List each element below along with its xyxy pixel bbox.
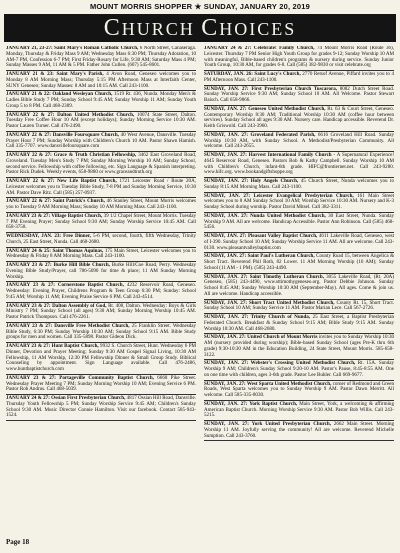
church-listing <box>204 335 394 358</box>
listing-heading: SUNDAY, JAN. 27: Harvest International Family Church <box>204 152 332 158</box>
listing-heading: JANUARY 21, 23-27: Saint Mary's Roman Catholic Church, <box>6 46 139 51</box>
church-listing <box>204 87 394 104</box>
listing-details: 4 Avon Road, Geneseo welcomes you to Monday 8 AM Morning Mass; Thursday 5:15 PM Afternoon Mass at Interfaith Center, SUNY Geneseo; Sunday Masses: 8 AM and 10:15 AM. Call 243-1100. <box>6 71 196 89</box>
listing-details: 6668 Pike Street. Wednesday Prayer Meeting 7 PM; Sunday Morning Worship 10 AM; Evening Service 6 PM. Pastor Rob Andrus. Call 468-5039. <box>6 374 196 393</box>
church-listing <box>6 249 196 261</box>
listing-divider <box>6 420 196 421</box>
listing-columns <box>6 46 394 533</box>
church-listing <box>6 214 196 231</box>
listing-details: 39 1/2 Chapel Street, Mount Morris. Tuesday 7 PM Evening Prayer; Sunday School 9:30 AM; Sunday Worship Service 10:45 AM. Call 658-3758. <box>6 212 196 231</box>
church-listing <box>6 72 196 89</box>
listing-heading: JANUARY 23 & 27: Cornerstone Baptist Church, <box>6 282 124 289</box>
listing-heading: SUNDAY, JAN. 27: Webster's Crossing United Methodist Church, <box>204 360 356 367</box>
church-listing <box>6 396 196 419</box>
listing-heading: SUNDAY, JAN. 27: Leicester Evangelical Presbyterian Church, <box>204 192 354 199</box>
right-column <box>204 46 394 533</box>
listing-heading: JANUARY 21 & 23: Saint Mary's Parish, <box>6 71 104 77</box>
listing-heading: JANUARY 24 & 25: Saint Thomas Aquinas, <box>6 247 104 254</box>
listing-heading: SUNDAY, JAN. 27: West Sparta United Methodist Church, <box>204 380 332 387</box>
church-listing <box>6 263 196 280</box>
listing-heading: JANUARY 21 & 22: Oakland Wesleyan Church, <box>6 91 113 98</box>
listing-heading: SUNDAY, JAN. 27: Saint Timothy Lutheran Church, <box>204 273 324 280</box>
church-listing <box>6 113 196 130</box>
page-number: Page 18 <box>6 538 30 546</box>
listing-details: County Road 15, between Angelica & Short Tract. Reverend Phil Roth, 82 Lower. 11 AM Morning Worship (10 AM); Sunday School (11 AM - 1 PM). (585) 243-4490. <box>204 253 394 271</box>
church-listing <box>204 301 394 313</box>
listing-details: 9932 S. Church Street, Hunt. Wednesday 6 PM Dinner, Devotion and Prayer Meeting; Sunday 9:30 AM Gospel Signal Living, 10:30 AM Fellowship, 11 AM Worship, 12:30 PM Fellowship Dinner & Small Group Study. Biblical Counseling by appointment. Sign Language available. Call 476-2486, www.huntbaptistchurch.com <box>6 343 196 372</box>
listing-heading: WEDNESDAY, JAN. 23: Free Dinner, <box>6 233 91 239</box>
church-listing <box>204 107 394 130</box>
listing-details: 161 Main Street welcomes you to 8 AM Sunday School 10 AM; Worship Service 10:30 AM. Nursery and K-3 Sunday School during worship. Pastor David Mitsel. Call 382-3311. <box>204 192 394 210</box>
listing-details: 10074 State Street, Dalton. Tuesday Free Coffee Hour 10 AM (except holidays); Sunday Morning Service 10:30 AM. Pastor Lauren Turner. Call 476-2490. <box>6 111 196 129</box>
church-listing <box>6 344 196 373</box>
listing-heading: SUNDAY, JAN. 27: Groveland Federated Parish, <box>204 131 316 138</box>
listing-heading: SUNDAY, JAN. 27: York United Presbyterian Church, <box>204 421 331 427</box>
listing-details: - A Supernatural Experience! 4645 Reservoir Road, Geneseo. Pastors Bob & Kathy Campbell. Sunday Worship 10 AM with Children's Church, infant-6th grade. HIFC@frontiernet.net. Call 243-9280. www.hifc.org. www.bookandgiftshoppe.org <box>204 152 394 176</box>
listing-details: 5-6 PM, second, fourth, fifth Wednesday, Trinity Church, 25 East Street, Nunda. Call 468-2680. <box>6 233 196 245</box>
listing-details: 6616 Groveland Hill Road. Sunday Worship 10:30 AM, with Sunday School. A Methodist/Presbyterian Community. All welcome. Call 243-2655. <box>204 131 394 150</box>
listing-heading: SUNDAY, JAN. 27: United Church of Mount Morris <box>204 334 318 341</box>
listing-heading: SUNDAY, JAN. 27: Pleasant Valley Baptist Church, <box>204 233 318 239</box>
listing-details: Rt. 15A. Sunday Worship 9 AM; Children's Sunday School 9:20-10 AM. Pastor's Pause, 8:45-8:55 AM. One on one time with children, ages 3-6th grade. Pastor Lee Buhler. Call 669-9677. <box>204 360 394 378</box>
church-listing <box>204 361 394 378</box>
church-listing <box>204 382 394 399</box>
listing-details: 4611 Lakeville Road, Geneseo, west of I-390. Sunday School 10 AM; Sunday Worship Service 11 AM. All are welcome. Call 243-0130. www.pleasantvalleybaptist.com <box>204 233 394 251</box>
church-listing <box>204 194 394 211</box>
listing-heading: JANUARY 22 & 27: Dalton United Methodist Church, <box>6 111 135 118</box>
listing-heading: JANUARY 22 & 27: Dansville Foursquare Church, <box>6 131 119 138</box>
listing-details: County Rt. 15, Short Tract. Sunday School 10 AM; Sunday Service 11 AM. Pastor Marian Lece. Call 567-2726. <box>204 299 394 312</box>
listing-details: invites you to Sunday Worship 10:30 AM (nursery provided during worship); Bible-based Sunday School (ages Pre-K thru 6th grade) 9:30-10:30 AM in the Education Building, 24 State Street, Mount Morris. 585-658-3122. <box>204 334 394 358</box>
church-listing <box>6 199 196 211</box>
listing-details: 2662 Main Street. Morning Worship 11 AM. Joyfully serving the community! All are welcome. Reverend Michelle Sumption. Call 243-3760. <box>204 421 394 439</box>
banner-word-choices: HOICES <box>219 19 297 39</box>
church-listing <box>204 315 394 332</box>
church-listing <box>204 46 394 69</box>
church-listing <box>204 422 394 439</box>
listing-details: 2770 Retsof Avenue, Piffard invites you to 4 PM Afternoon Mass. Call 243-1100. <box>204 71 394 83</box>
listing-heading: JANUARY 23 & 27: Dansville Free Methodist Church, <box>6 322 130 329</box>
listing-heading: SUNDAY, JAN. 27: Saint Paul's Lutheran Church, <box>204 253 315 260</box>
listing-details: 3055 Lakeville Road, (Rt. 20A) Geneseo, (585) 243-4490, www.sttimothygeneseo.org. Pastor Debbie Johnson. Sunday School 8:45 AM; Sunday Worship 10:30 AM (September-May). All ages. Come & join us. All are welcome. Handicap accessible. <box>204 273 394 297</box>
church-listing <box>6 304 196 321</box>
church-listing <box>6 133 196 150</box>
listing-details: 175 Main Street, Leicester welcomes you to Wednesday & Friday 8 AM Morning Mass. Call 243-1100. <box>6 247 196 260</box>
listing-details: corner of Redmond and Green Roads, West Sparta welcomes you to Sunday Worship 9 AM. Pastor Dawn Merritt. All welcome. Call 585-335-8030. <box>204 380 394 398</box>
listing-heading: SUNDAY, JAN. 27: First Presbyterian Church Tuscarora, <box>204 85 338 92</box>
church-listing <box>6 179 196 196</box>
listing-heading: SATURDAY, JAN. 26: Saint Lucy's Church, <box>204 71 301 77</box>
listing-details: Burke Hill/Coe Road, Perry. Wednesday Evening Bible Study/Prayer, call 786-5090 for time & place; 11 AM Sunday Morning Worship. <box>6 262 196 280</box>
church-listing <box>6 376 196 393</box>
church-listing <box>6 153 196 176</box>
listing-details: 4232 Reservoir Road, Geneseo. Wednesday: Evening Prayer, Childrens Program & Teen Group 6:30 PM; Sunday: School 9:45 AM; Worship 11 AM; Evening Praise Service 6 PM. Call 243-4514. <box>6 282 196 300</box>
listing-details: 25 East Street, a Baptist Presbyterian Federated Church. Breakfast & Sunday School 9:15 AM; Bible Study 9:15 AM. Sunday Worship 10:30 AM. Call 468-2680. <box>204 314 394 332</box>
listing-divider <box>204 440 394 441</box>
listing-heading: JANUARY 22 & 27: Grace & Truth Christian Fellowship, <box>6 152 137 158</box>
listing-details: 30 East Street, Nunda. Sunday Worship 9 AM. All are welcome. Handicap Accessible. Pastor Ann Robinson. Call (585) 468-5456. <box>204 212 394 231</box>
church-listing <box>6 92 196 109</box>
church-listing <box>204 179 394 191</box>
listing-heading: JANUARY 23 & 27: Burke Hill Bible Church, <box>6 262 110 268</box>
listing-heading: JANUARY 23 & 27: Dalton Assembly of God, <box>6 302 107 309</box>
church-listing <box>204 72 394 84</box>
listing-heading: JANUARY 24 & 27: Ossian First Presbyterian Church, <box>6 395 126 401</box>
church-listing <box>204 254 394 271</box>
listing-heading: SUNDAY, JAN. 27: York Baptist Church, <box>204 400 298 407</box>
listing-heading: JANUARY 22 & 27: Saint Patrick's Church, <box>6 198 105 205</box>
listing-details: 25 Franklin Street. Wednesday Bible Study, 6:30 PM; Sunday Worship 10:30 AM; Sunday School 9:15 AM. Bible Study groups for men and women. Call 335-5898. Pastor Gideon Dick. <box>6 322 196 341</box>
church-listing <box>204 214 394 231</box>
listing-details: 1721 Leicester Road / Route 20A, Leicester welcomes you to Tuesday Bible Study, 7-8 PM and Sunday Morning Service, 10:30 AM. Pastor Dave Ritz. Call (585) 257-0937. <box>6 178 196 196</box>
church-listing <box>204 275 394 298</box>
listing-heading: JANUARY 23 & 27: Portageville Community Baptist Church, <box>6 374 154 381</box>
listing-heading: SUNDAY, JAN. 27: Trinity Church of Nunda, <box>204 314 311 320</box>
church-listing <box>204 153 394 176</box>
page-header: MOUNT MORRIS SHOPPER ★ SUNDAY, JANUARY 20, 2019 <box>89 2 311 11</box>
listing-heading: SUNDAY, JAN. 27: Short Tract United Methodist Church, <box>204 299 335 306</box>
listing-heading: SUNDAY, JAN. 27: Holy Angels Church, <box>204 178 299 184</box>
banner-word-church: HURCH <box>121 19 202 39</box>
section-banner <box>4 14 396 42</box>
listing-details: Rt. 63 & Court Street, Geneseo. Contemporary Worship 8:30 AM; Traditional Worship 10:30 AM (coffee hour between services). Sunday School all ages 9:30 AM. Nursery care. Handicap accessible. Reverend Dr. Keith Griswold. Call 243-3960. <box>204 105 394 129</box>
listing-details: 40 West Avenue, Dansville. Tuesday Prayer Hour 7 PM; Sunday Worship with Children's Church 10 AM. Pastor Shawn Hamish. Call 335-7707. www.dansvillefoursquare.com <box>6 131 196 150</box>
listing-details: Rt. 408, Dalton. Wednesday: Boys & Girls Ministry 7 PM; Sunday School (all ages) 9:30 AM; Sunday Morning Worship 10:45 AM. Pastor Patrick Thompson. Call 476-2261. <box>6 302 196 320</box>
church-listing <box>6 234 196 246</box>
left-column <box>6 46 196 533</box>
listing-heading: JANUARY 24 & 27: Celebrate! Family Church, <box>204 46 315 51</box>
church-listing <box>204 402 394 419</box>
listing-details: 4817 Ossian Hill Road, Dansville. Thursday Youth Fellowship 5 PM; Sunday Worship Service 9:45 AM; Children's Sunday School 9:30 AM. Music Director Connie Hamilton. Visit our facebook. Contact 585-943-1524. <box>6 395 196 419</box>
listing-details: 6 North Street, Canaseraga. Monday, Thursday & Friday Mass 9 AM; Wednesday Mass 6:30 PM; Thursday Adoration, 10 AM-7 PM, Confession 6-7 PM; First Friday-Rosary for Life, 9:30 AM; Saturday Mass 4 PM; Sunday Masses 9 AM, 11 AM & 5 PM. Father John Cullen. (607) 545-8601. <box>6 46 196 69</box>
listing-details: 74 Mount Morris Road (Route 36), Leicester. Thursday 7 PM Senior High Youth Group for grades 9-12; Sunday Worship 10 AM with meaningful, Bible-based children's programs & nursery during service. Sunday Junior Youth Group, 10:30 AM, for grades 6-8. Call (585) 382-9830 or visit celebrate.org <box>204 46 394 69</box>
listing-heading: JANUARY 23 & 27: Hunt Baptist Church, <box>6 343 99 349</box>
listing-details: 46 Stanley Street, Mount Morris welcomes you to Tuesday 9 AM Morning Mass; Sunday 10 AM Morning Mass. Call 243-1100. <box>6 198 196 210</box>
church-listing <box>6 283 196 300</box>
church-listing <box>6 324 196 341</box>
listing-heading: JANUARY 23 & 27: Village Baptist Church, <box>6 212 103 219</box>
listing-heading: SUNDAY, JAN. 27: Geneseo United Methodist Church, <box>204 105 326 112</box>
banner-initial-c: C <box>103 15 122 41</box>
church-listing <box>204 234 394 251</box>
listing-details: 45 Church Street, Nunda welcomes you to Sunday 8:15 AM Morning Mass. Call 243-1100. <box>204 178 394 190</box>
banner-initial-c2: C <box>201 15 220 41</box>
listing-details: 1519 Rt. 436, Nunda. Monday Men's & Ladies Bible Study 7 PM; Sunday School 9:45 AM; Sunday Worship 11 AM; Sunday Youth Group 5 to 8 PM. Call 468-2389. <box>6 91 196 109</box>
listing-heading: JANUARY 22 & 27: New Life Baptist Church, <box>6 178 117 184</box>
listing-heading: SUNDAY, JAN. 27: Nunda United Methodist Church, <box>204 212 326 219</box>
listing-details: 8082 Dutch Street Road. Sunday Worship Service 9:30 AM; Sunday School 10 AM. All Welcome. Pastor Stewart Baisch. Call 658-9866. <box>204 85 394 103</box>
church-listing <box>6 46 196 69</box>
church-listing <box>204 133 394 150</box>
listing-details: Main Street, York, a welcoming & affirming American Baptist Church. Morning Worship Service 9:30 AM. Pastor Bob Willis. Call 243-5215. <box>204 400 394 419</box>
listing-details: 3462 East Groveland Road, Groveland. Tuesday Men's Study 7 PM; Sunday Morning Worship 10 AM; Sunday School, second service. Fellowship with coffee following, etc. Sign Language & Spanish interpreting. Pastor Rick Dudek. Weekly events, 658-9880 or www.graceandtruth.org <box>6 152 196 176</box>
